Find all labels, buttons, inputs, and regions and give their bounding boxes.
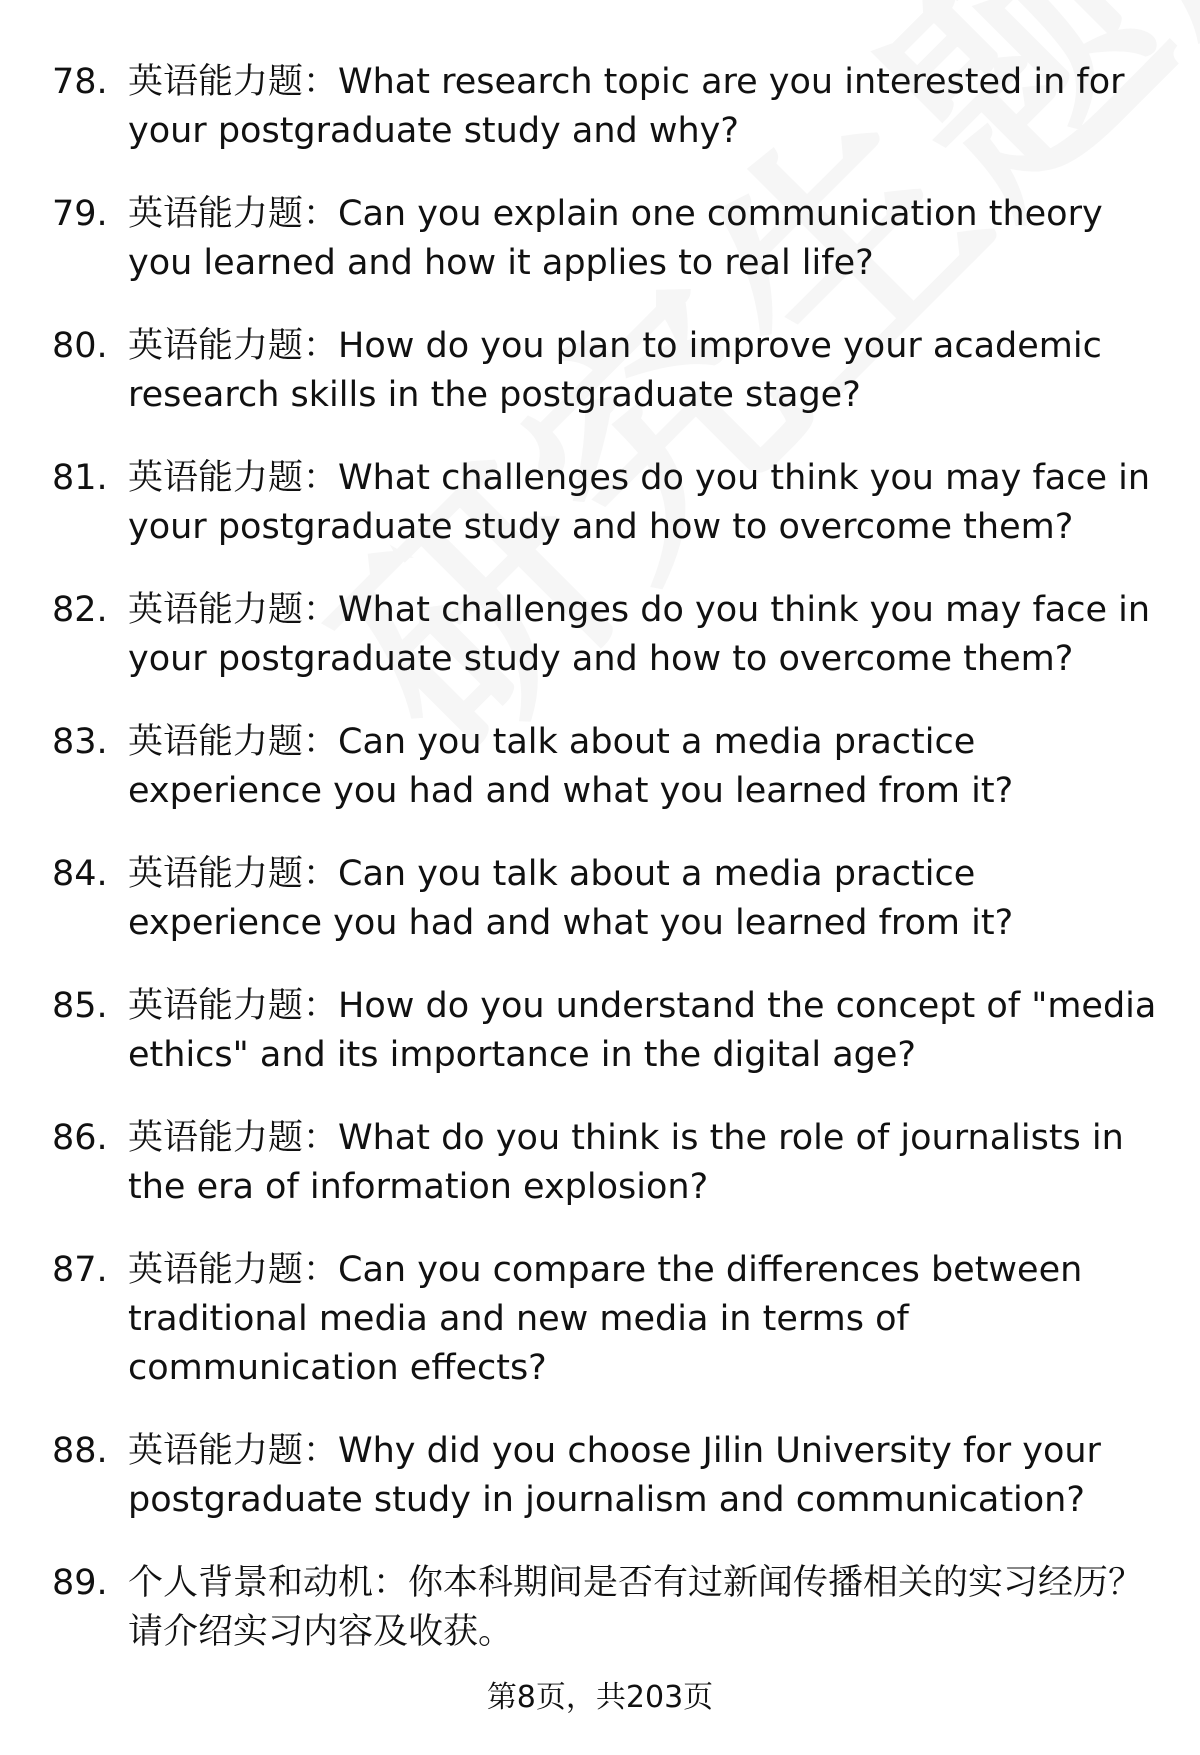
question-text: 英语能力题：Why did you choose Jilin University for your postgraduate study in journalism and communication? <box>128 1431 1101 1520</box>
question-number: 85. <box>52 986 108 1026</box>
question-number: 87. <box>52 1250 108 1290</box>
question-text: 英语能力题：Can you compare the differences between traditional media and new media in terms of communication effects? <box>128 1250 1083 1388</box>
question-item <box>52 718 1172 816</box>
page-footer <box>0 1678 1200 1718</box>
question-item <box>52 1559 1172 1657</box>
question-item <box>52 454 1172 552</box>
question-number: 79. <box>52 194 108 234</box>
question-number: 89. <box>52 1563 108 1603</box>
question-item <box>52 58 1172 156</box>
question-item <box>52 190 1172 288</box>
question-number: 88. <box>52 1431 108 1471</box>
question-number: 86. <box>52 1118 108 1158</box>
question-item <box>52 322 1172 420</box>
question-text: 英语能力题：Can you explain one communication theory you learned and how it applies to real life? <box>128 194 1103 283</box>
question-item <box>52 1114 1172 1212</box>
question-text: 英语能力题：Can you talk about a media practice experience you had and what you learned from it? <box>128 722 1014 811</box>
question-text: 英语能力题：Can you talk about a media practice experience you had and what you learned from it? <box>128 854 1014 943</box>
question-text: 英语能力题：What do you think is the role of journalists in the era of information explosion? <box>128 1118 1124 1207</box>
question-item <box>52 982 1172 1080</box>
question-number: 82. <box>52 590 108 630</box>
question-number: 81. <box>52 458 108 498</box>
question-number: 83. <box>52 722 108 762</box>
question-text: 英语能力题：How do you understand the concept of "media ethics" and its importance in the digital age? <box>128 986 1157 1075</box>
question-text: 英语能力题：What challenges do you think you may face in your postgraduate study and how to overcome them? <box>128 458 1151 547</box>
page-number-text: 第8页，共203页 <box>486 1680 714 1715</box>
question-text: 个人背景和动机：你本科期间是否有过新闻传播相关的实习经历？请介绍实习内容及收获。 <box>128 1563 1144 1652</box>
question-item <box>52 1246 1172 1393</box>
question-text: 英语能力题：How do you plan to improve your academic research skills in the postgraduate stage? <box>128 326 1102 415</box>
question-text: 英语能力题：What research topic are you interested in for your postgraduate study and why? <box>128 62 1125 151</box>
question-text: 英语能力题：What challenges do you think you may face in your postgraduate study and how to overcome them? <box>128 590 1151 679</box>
question-item <box>52 850 1172 948</box>
question-item <box>52 1427 1172 1525</box>
question-item <box>52 586 1172 684</box>
question-number: 78. <box>52 62 108 102</box>
question-number: 84. <box>52 854 108 894</box>
question-number: 80. <box>52 326 108 366</box>
question-list <box>52 58 1172 1691</box>
